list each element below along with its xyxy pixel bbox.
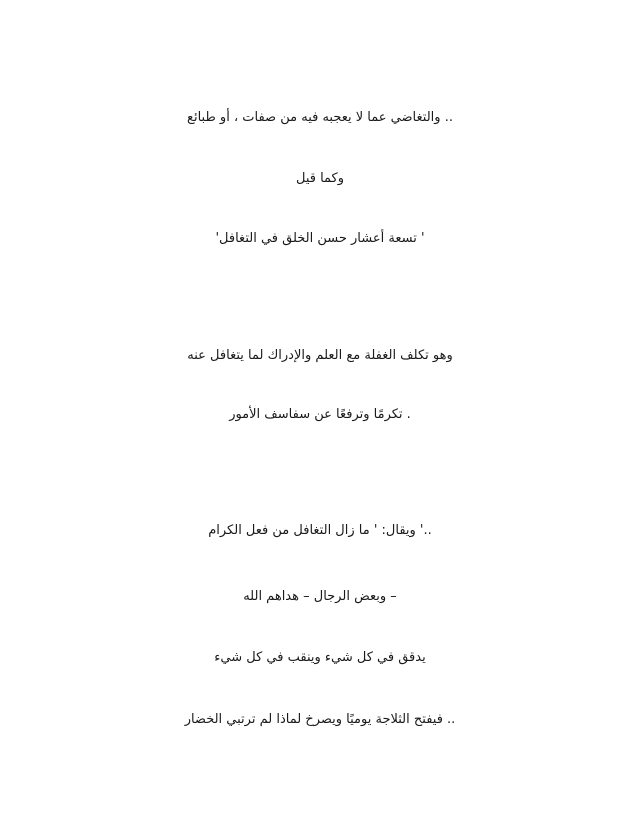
text-line-7: – وبعض الرجال – هداهم الله [243, 589, 397, 604]
text-line-9: .. فيفتح الثلاجة يوميًا ويصرخ لماذا لم ترتبي الخضار [184, 712, 456, 727]
text-line-1: .. والتغاضي عما لا يعجبه فيه من صفات ، أو طبائع [187, 110, 453, 125]
text-line-3: ' تسعة أعشار حسن الخلق في التغافل' [215, 231, 425, 246]
text-line-5: . تكرمًا وترفعًا عن سفاسف الأمور [229, 407, 411, 422]
text-line-2: وكما قيل [295, 171, 345, 186]
text-line-8: يدقق في كل شيء وينقب في كل شيء [214, 650, 426, 665]
text-line-4: وهو تكلف الغفلة مع العلم والإدراك لما يتغافل عنه [187, 348, 453, 363]
text-line-6: ..' ويقال: ' ما زال التغافل من فعل الكرام [208, 523, 432, 538]
